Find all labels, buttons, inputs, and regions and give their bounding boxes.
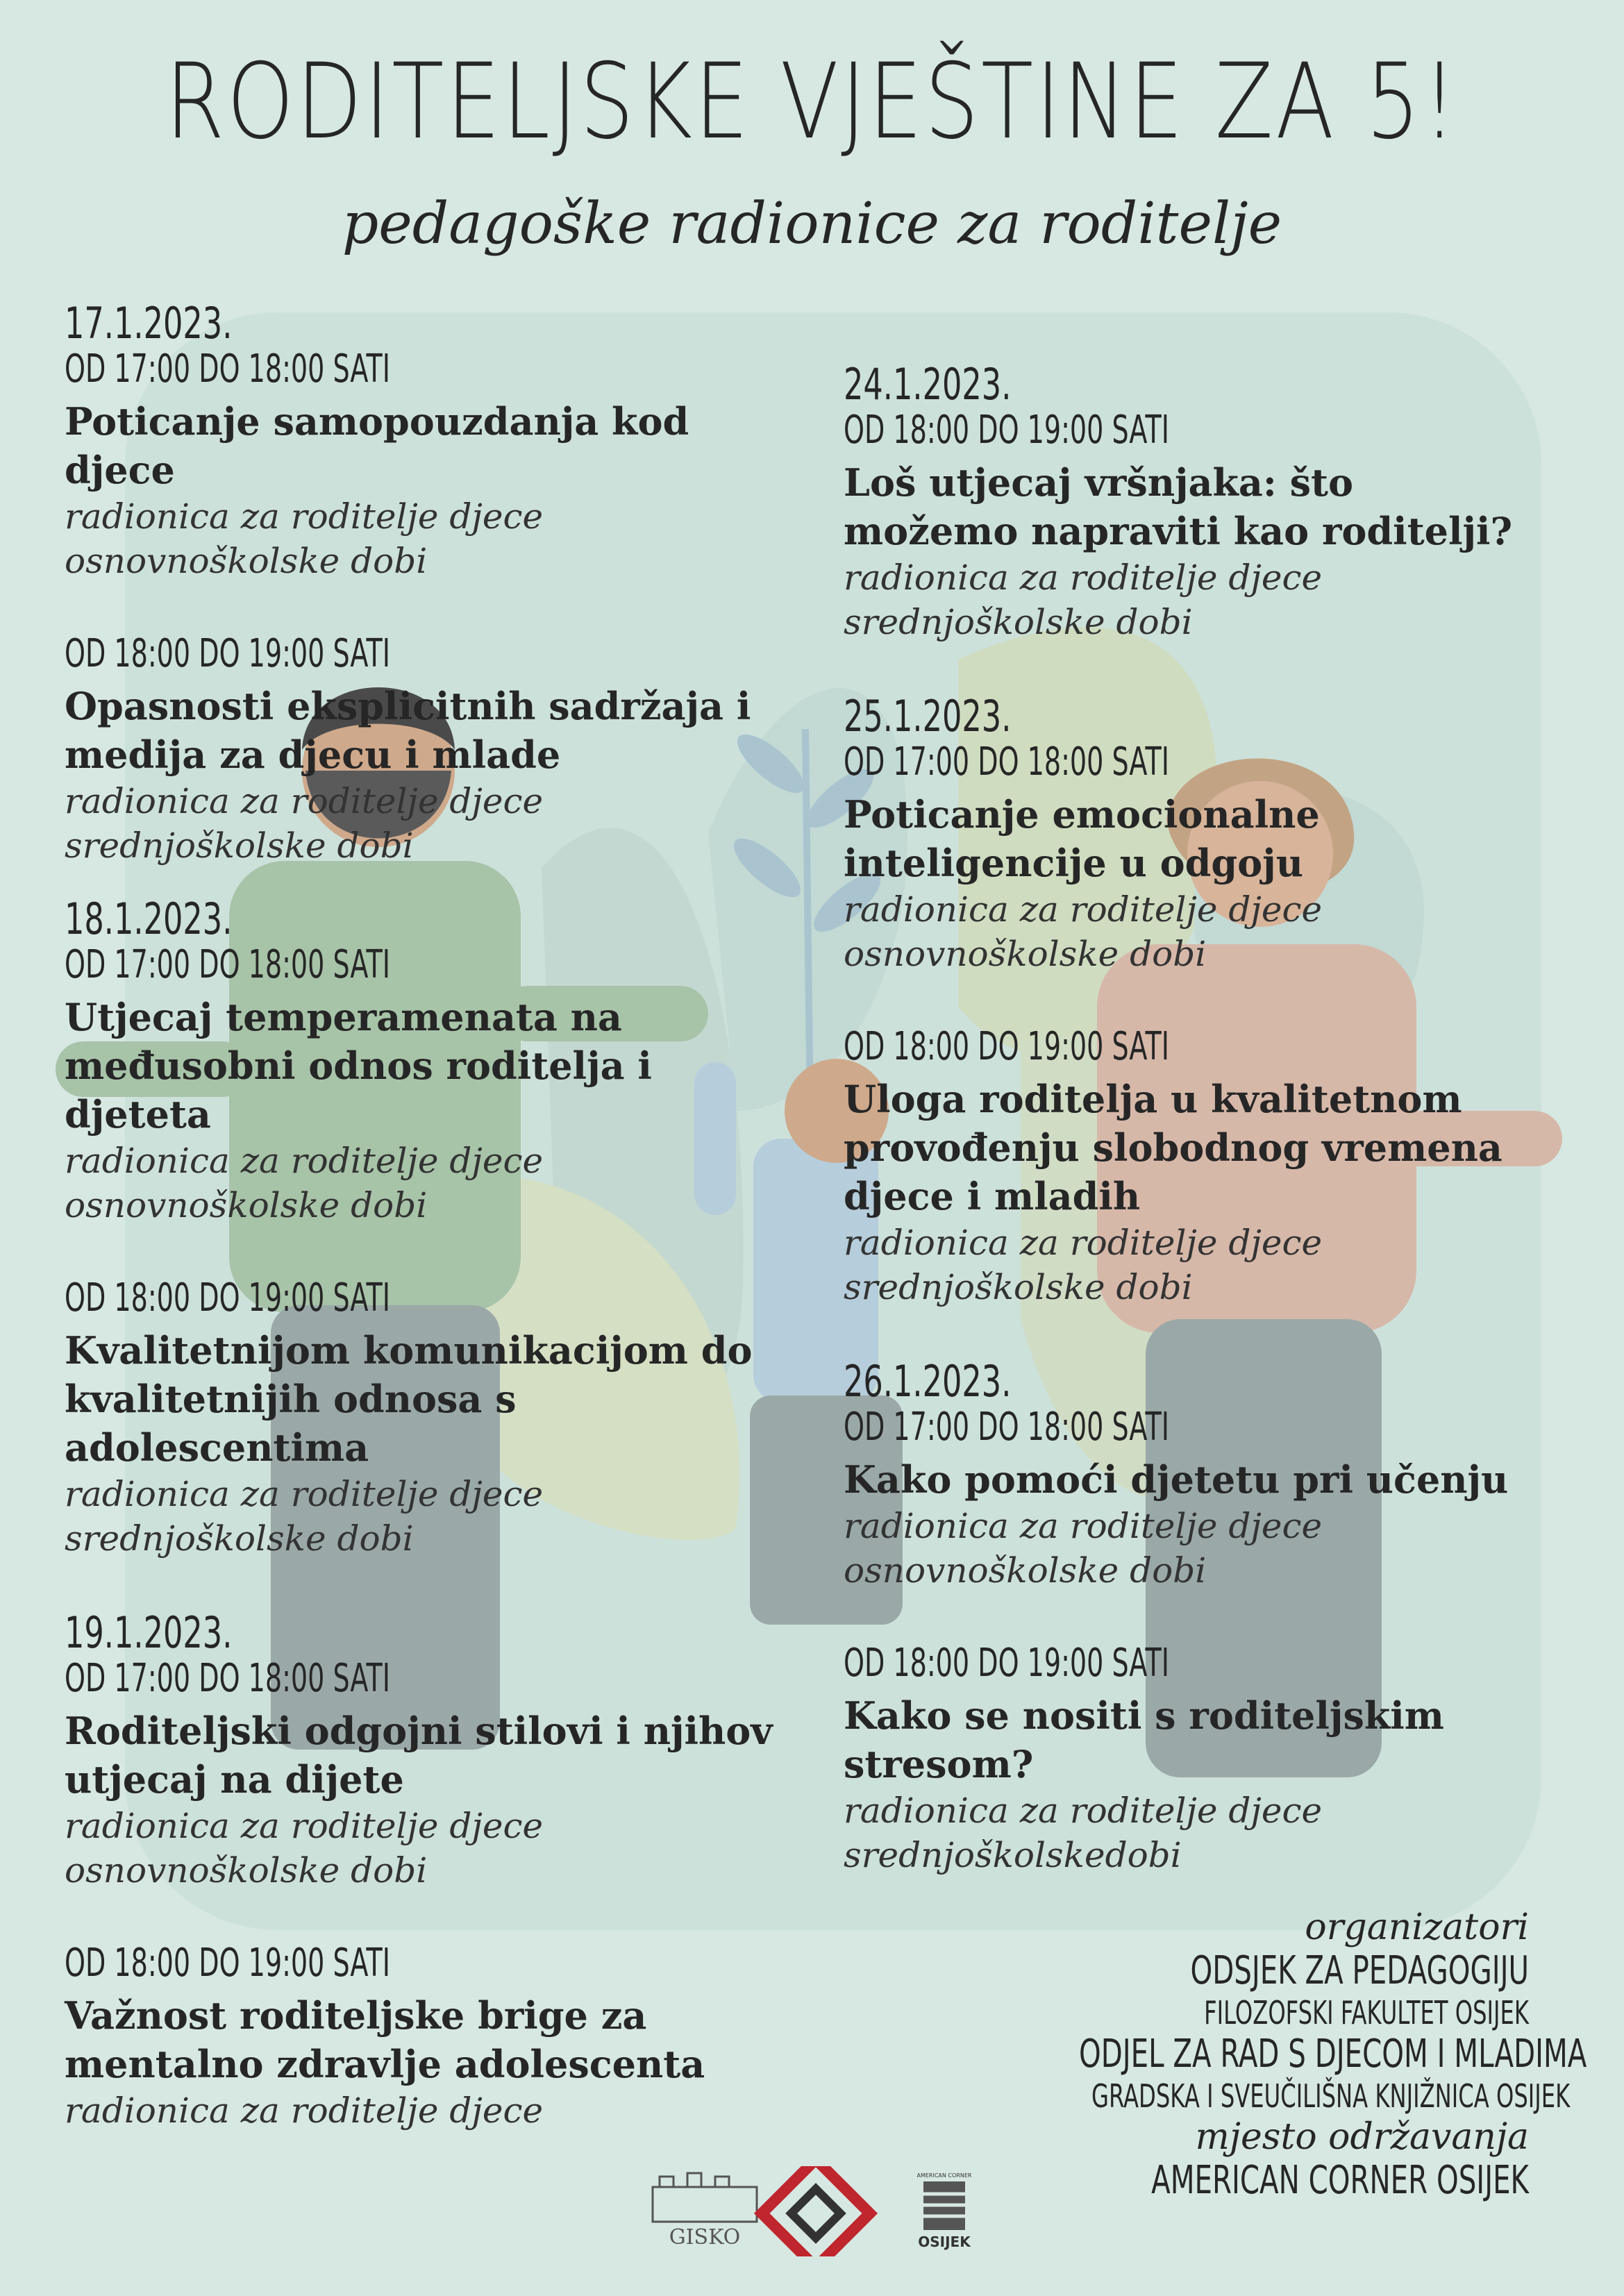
workshop-entry (65, 300, 787, 583)
workshop-title: Kvalitetnijom komunikacijom do kvalitetnijih odnosa s adolescentima (65, 1328, 753, 1470)
venue-label: mjesto održavanja (1195, 2116, 1529, 2158)
workshop-audience: radionica za roditelje djece srednjoškolske dobi (844, 1223, 1323, 1307)
workshop-title: Roditeljski odgojni stilovi i njihov utjecaj na dijete (65, 1709, 773, 1802)
workshop-time: OD 18:00 DO 19:00 SATI (65, 1275, 390, 1321)
workshop-date: 25.1.2023. (844, 691, 1012, 741)
gisko-logo (653, 2173, 757, 2249)
workshop-title: Poticanje emocionalne inteligencije u odgoju (844, 792, 1320, 885)
workshop-audience: radionica za roditelje djece osnovnoškolske dobi (844, 889, 1323, 974)
workshop-time: OD 18:00 DO 19:00 SATI (844, 408, 1169, 453)
organizer-institution: FILOZOFSKI FAKULTET OSIJEK (1204, 1994, 1529, 2031)
workshop-audience: radionica za roditelje djece osnovnoškolske dobi (65, 1806, 544, 1891)
organizer-name: ODJEL ZA RAD S DJECOM I MLADIMA (1079, 2031, 1587, 2077)
american-corner-logo (917, 2172, 972, 2250)
schedule-right-column (844, 361, 1566, 1877)
workshop-title: Kako pomoći djetetu pri učenju (844, 1457, 1509, 1502)
american-corner-city: OSIJEK (918, 2234, 971, 2250)
workshop-entry (844, 1358, 1566, 1593)
workshop-audience: radionica za roditelje djece osnovnoškolske dobi (65, 496, 544, 581)
workshop-entry (65, 1941, 787, 2133)
workshop-audience: radionica za roditelje djece srednjoškolske dobi (65, 781, 544, 866)
workshop-audience: radionica za roditelje djece srednjoškolskedobi (844, 1791, 1323, 1875)
workshop-entry (65, 1609, 787, 1893)
partner-logos (649, 2166, 982, 2256)
workshop-date: 26.1.2023. (844, 1356, 1012, 1407)
organizers-block (904, 1906, 1587, 2203)
workshop-time: OD 18:00 DO 19:00 SATI (844, 1641, 1169, 1686)
gisko-text: GISKO (669, 2225, 741, 2249)
workshop-entry (65, 632, 787, 868)
workshop-entry (844, 361, 1566, 644)
workshop-entry (65, 1276, 787, 1561)
workshop-date: 18.1.2023. (65, 894, 233, 944)
workshop-time: OD 18:00 DO 19:00 SATI (65, 1941, 390, 1986)
philosophy-faculty-logo (762, 2166, 870, 2256)
workshop-time: OD 18:00 DO 19:00 SATI (844, 1024, 1169, 1069)
workshop-audience: radionica za roditelje djece srednjoškolske dobi (65, 1474, 544, 1559)
workshop-audience: radionica za roditelje djece (65, 2090, 544, 2131)
workshop-title: Utjecaj temperamenata na međusobni odnos roditelja i djeteta (65, 995, 652, 1137)
american-corner-label: AMERICAN CORNER (916, 2172, 972, 2179)
workshop-title: Kako se nositi s roditeljskim stresom? (844, 1693, 1444, 1786)
workshop-audience: radionica za roditelje djece osnovnoškolske dobi (65, 1141, 544, 1225)
workshop-entry (844, 1641, 1566, 1877)
workshop-audience: radionica za roditelje djece osnovnoškolske dobi (844, 1506, 1323, 1591)
organizer-institution: GRADSKA I SVEUČILIŠNA KNJIŽNICA OSIJEK (1091, 2077, 1571, 2115)
organizers-label: organizatori (1305, 1907, 1529, 1948)
workshop-time: OD 17:00 DO 18:00 SATI (844, 739, 1169, 785)
schedule-left-column (65, 300, 787, 2133)
workshop-entry (844, 1025, 1566, 1309)
workshop-title: Uloga roditelja u kvalitetnom provođenju slobodnog vremena djece i mladih (844, 1077, 1502, 1218)
page-subtitle: pedagoške radionice za roditelje (342, 191, 1282, 257)
page-title: RODITELJSKE VJEŠTINE ZA 5! (165, 42, 1459, 162)
workshop-date: 24.1.2023. (844, 359, 1012, 410)
workshop-date: 19.1.2023. (65, 1607, 233, 1658)
workshop-title: Loš utjecaj vršnjaka: što možemo napraviti kao roditelji? (844, 460, 1513, 553)
workshop-title: Važnost roditeljske brige za mentalno zdravlje adolescenta (65, 1993, 705, 2086)
workshop-audience: radionica za roditelje djece srednjoškolske dobi (844, 558, 1323, 642)
workshop-time: OD 17:00 DO 18:00 SATI (65, 346, 390, 392)
venue-name: AMERICAN CORNER OSIJEK (1151, 2158, 1529, 2203)
workshop-title: Poticanje samopouzdanja kod djece (65, 399, 689, 492)
workshop-entry (65, 896, 787, 1227)
organizer-name: ODSJEK ZA PEDAGOGIJU (1190, 1948, 1529, 1993)
workshop-time: OD 17:00 DO 18:00 SATI (844, 1405, 1169, 1450)
workshop-date: 17.1.2023. (65, 298, 233, 349)
workshop-time: OD 17:00 DO 18:00 SATI (65, 1656, 390, 1701)
workshop-title: Opasnosti eksplicitnih sadržaja i medija za djecu i mlade (65, 684, 751, 777)
workshop-time: OD 18:00 DO 19:00 SATI (65, 631, 390, 676)
workshop-time: OD 17:00 DO 18:00 SATI (65, 942, 390, 987)
workshop-entry (844, 693, 1566, 976)
